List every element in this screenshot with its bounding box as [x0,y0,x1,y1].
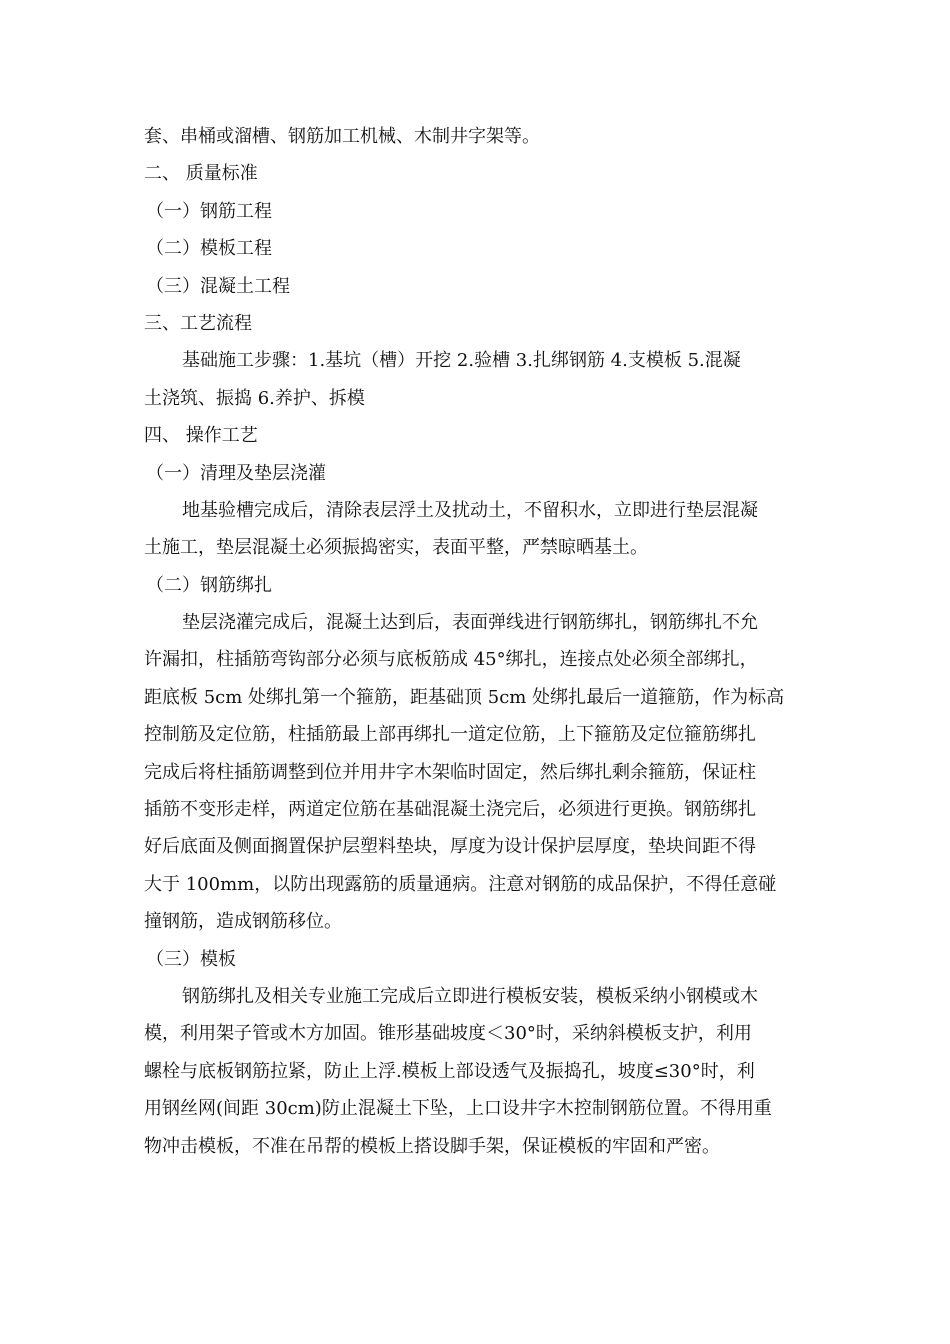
section-heading-process-flow: 三、工艺流程 [144,312,252,334]
paragraph-line: 模，利用架子管或木方加固。锥形基础坡度＜30°时，采纳斜模板支护，利用 [144,1023,752,1045]
subsection-heading-rebar-binding: （二）钢筋绑扎 [146,574,272,596]
paragraph-line: 基础施工步骤：1.基坑（槽）开挖 2.验槽 3.扎绑钢筋 4.支模板 5.混凝 [182,350,741,372]
paragraph-line: 完成后将柱插筋调整到位并用井字木架临时固定，然后绑扎剩余箍筋，保证柱 [144,761,756,783]
paragraph-line: 物冲击模板，不准在吊帮的模板上搭设脚手架，保证模板的牢固和严密。 [144,1135,720,1157]
paragraph-line: 许漏扣，柱插筋弯钩部分必须与底板筋成 45°绑扎，连接点处必须全部绑扎， [144,649,758,671]
subsection-heading-formwork: （二）模板工程 [146,238,272,260]
paragraph-line: 垫层浇灌完成后，混凝土达到后，表面弹线进行钢筋绑扎，钢筋绑扎不允 [182,612,758,634]
document-body [144,118,810,1165]
paragraph-line: 地基验槽完成后，清除表层浮土及扰动土，不留积水，立即进行垫层混凝 [182,499,758,521]
paragraph-line: 土施工，垫层混凝土必须振捣密实，表面平整，严禁晾晒基土。 [144,537,648,559]
paragraph-line: 钢筋绑扎及相关专业施工完成后立即进行模板安装，模板采纳小钢模或木 [182,985,758,1007]
subsection-heading-rebar-work: （一）钢筋工程 [146,200,272,222]
section-heading-operation-process: 四、 操作工艺 [144,425,258,447]
paragraph-line: 控制筋及定位筋，柱插筋最上部再绑扎一道定位筋，上下箍筋及定位箍筋绑扎 [144,724,756,746]
paragraph-line: 大于 100mm，以防出现露筋的质量通病。注意对钢筋的成品保护，不得任意碰 [144,873,777,895]
subsection-heading-cleaning-cushion: （一）清理及垫层浇灌 [146,462,326,484]
paragraph-line: 撞钢筋，造成钢筋移位。 [144,911,342,933]
paragraph-line: 螺栓与底板钢筋拉紧，防止上浮.模板上部设透气及振捣孔，坡度≤30°时，利 [144,1060,755,1082]
paragraph-line: 用钢丝网(间距 30cm)防止混凝土下坠，上口设井字木控制钢筋位置。不得用重 [144,1098,772,1120]
paragraph-line: 插筋不变形走样，两道定位筋在基础混凝土浇完后，必须进行更换。钢筋绑扎 [144,799,756,821]
section-heading-quality-standards: 二、 质量标准 [144,163,258,185]
paragraph-line: 土浇筑、振捣 6.养护、拆模 [144,387,365,409]
subsection-heading-formwork-ops: （三）模板 [146,948,236,970]
subsection-heading-concrete-work: （三）混凝土工程 [146,275,290,297]
paragraph-line: 好后底面及侧面搁置保护层塑料垫块，厚度为设计保护层厚度，垫块间距不得 [144,836,756,858]
paragraph-line: 距底板 5cm 处绑扎第一个箍筋，距基础顶 5cm 处绑扎最后一道箍筋，作为标高 [144,686,785,708]
paragraph-line: 套、串桶或溜槽、钢筋加工机械、木制井字架等。 [144,126,540,147]
